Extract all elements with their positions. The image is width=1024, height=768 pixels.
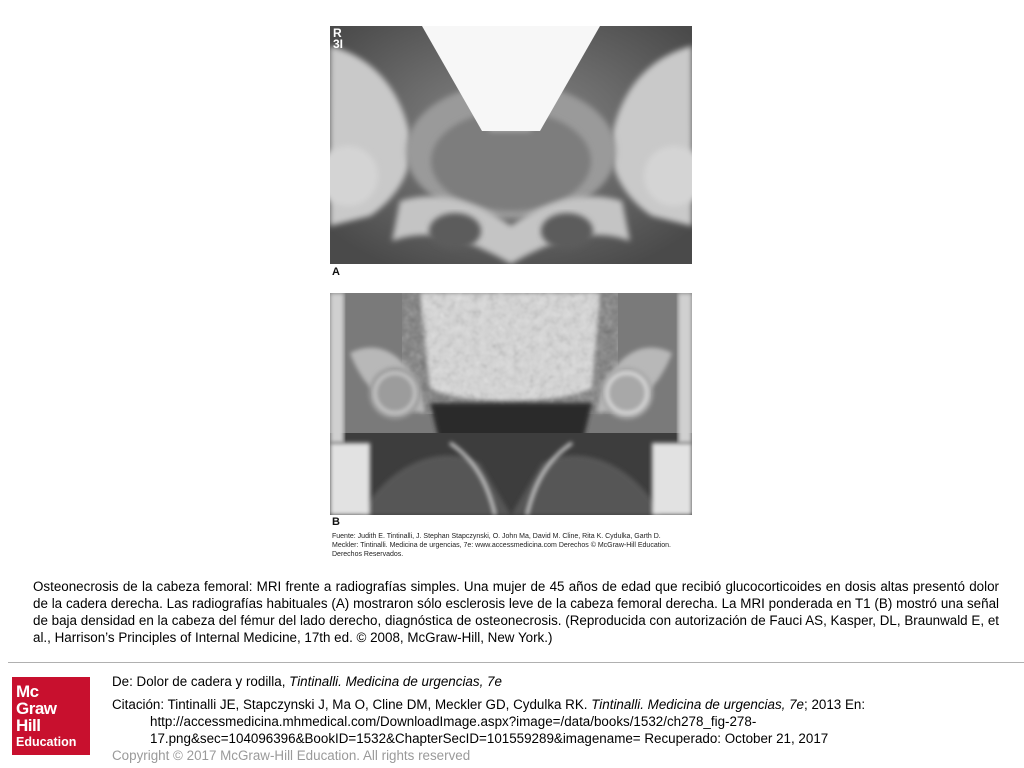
logo-line-3: Hill xyxy=(16,716,41,735)
mri-image xyxy=(330,293,692,515)
panel-b-label: B xyxy=(332,516,340,528)
citation-suffix: ; 2013 En: xyxy=(804,697,866,712)
mcgraw-hill-logo xyxy=(12,677,90,755)
citation-book-title: Tintinalli. Medicina de urgencias, 7e xyxy=(591,697,804,712)
figure-caption: Osteonecrosis de la cabeza femoral: MRI frente a radiografías simples. Una mujer de 45 años de edad que recibió glucocorticoides en dosis altas presentó dolor de la cadera derecha. Las radiografías habituales (A) mostraron sólo esclerosis leve de la cabeza femoral derecha. La MRI ponderada en T1 (B) mostró una señal de baja densidad en la cabeza del fémur del lado derecho, diagnóstica de osteonecrosis. (Reproducida con autorización de Fauci AS, Kasper, DL, Braunwald E, et al., Harrison’s Principles of Internal Medicine, 17th ed. © 2008, McGraw-Hill, New York.) xyxy=(33,579,999,645)
citation-line xyxy=(112,696,1012,713)
footer-divider xyxy=(8,662,1024,663)
radiograph-image xyxy=(330,26,692,264)
logo-line-2: Graw xyxy=(16,699,57,718)
source-book-title: Tintinalli. Medicina de urgencias, 7e xyxy=(289,674,502,689)
citation-prefix: Citación: Tintinalli JE, Stapczynski J, Ma O, Cline DM, Meckler GD, Cydulka RK. xyxy=(112,697,592,712)
orientation-marker: R 3I xyxy=(333,26,344,51)
logo-line-1: Mc xyxy=(16,682,39,701)
figure xyxy=(330,26,692,566)
copyright-notice: Copyright © 2017 McGraw-Hill Education. All rights reserved xyxy=(112,748,471,763)
logo-line-4: Education xyxy=(16,735,77,749)
panel-a-label: A xyxy=(332,266,340,278)
citation-footer xyxy=(112,673,1012,764)
citation-url-line-2[interactable]: 17.png&sec=104096396&BookID=1532&ChapterSecID=101559289&imagename= Recuperado: October 21, 2017 xyxy=(150,731,829,746)
source-line xyxy=(112,673,1012,690)
citation-url-line-1[interactable]: http://accessmedicina.mhmedical.com/DownloadImage.aspx?image=/data/books/1532/ch278_fig-278- xyxy=(150,714,757,729)
figure-source-text: Fuente: Judith E. Tintinalli, J. Stephan Stapczynski, O. John Ma, David M. Cline, Rita K. Cydulka, Garth D. Meckler: Tintinalli. Medicina de urgencias, 7e: www.accessmedicina.com Derechos © McGraw-Hill Education. Derechos Reservados. xyxy=(332,533,671,558)
source-prefix: De: Dolor de cadera y rodilla, xyxy=(112,674,290,689)
